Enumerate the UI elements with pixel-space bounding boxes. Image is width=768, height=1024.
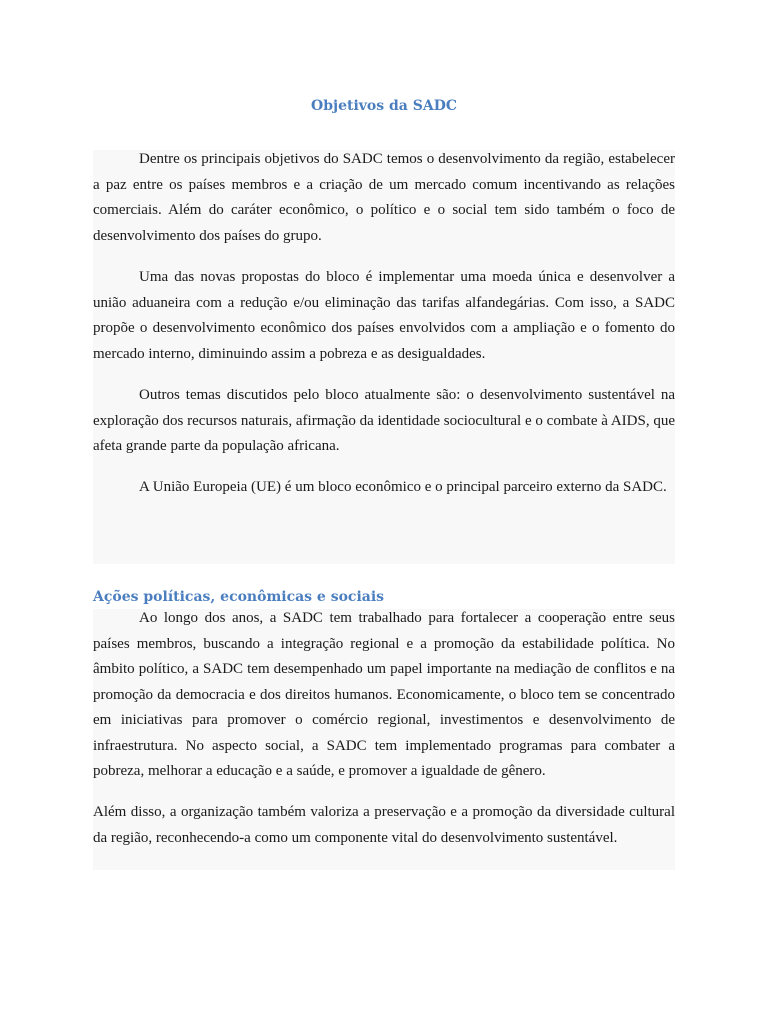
paragraph-actions: Ao longo dos anos, a SADC tem trabalhado para fortalecer a cooperação entre seus países membros, buscando a integração regional e a promoção da estabilidade política. No âmbito político, a SADC tem desempenhado um papel importante na mediação de conflitos e na promoção da democracia e dos direitos humanos. Economicamente, o bloco tem se concentrado em iniciativas para promover o comércio regional, investimentos e desenvolvimento de infraestrutura. No aspecto social, a SADC tem implementado programas para combater a pobreza, melhorar a educação e a saúde, e promover a igualdade de gênero. [93, 610, 675, 779]
section-title: Objetivos da SADC [311, 98, 457, 114]
section-heading: Ações políticas, econômicas e sociais [93, 589, 385, 605]
paragraph-currency-proposal: Uma das novas propostas do bloco é implementar uma moeda única e desenvolver a união aduaneira com a redução e/ou eliminação das tarifas alfandegárias. Com isso, a SADC propõe o desenvolvimento econômico dos países envolvidos com a ampliação e o fomento do mercado interno, diminuindo assim a pobreza e as desigualdades. [93, 269, 675, 362]
paragraph-other-themes: Outros temas discutidos pelo bloco atualmente são: o desenvolvimento sustentável na exploração dos recursos naturais, afirmação da identidade sociocultural e o combate à AIDS, que afeta grande parte da população africana. [93, 387, 675, 454]
paragraph-objectives-main: Dentre os principais objetivos do SADC temos o desenvolvimento da região, estabelecer a paz entre os países membros e a criação de um mercado comum incentivando as relações comerciais. Além do caráter econômico, o político e o social tem sido também o foco de desenvolvimento dos países do grupo. [93, 151, 675, 244]
paragraph-eu-partner: A União Europeia (UE) é um bloco econômico e o principal parceiro externo da SADC. [139, 479, 667, 495]
paragraph-cultural-diversity: Além disso, a organização também valoriza a preservação e a promoção da diversidade cultural da região, reconhecendo-a como um componente vital do desenvolvimento sustentável. [93, 804, 675, 846]
